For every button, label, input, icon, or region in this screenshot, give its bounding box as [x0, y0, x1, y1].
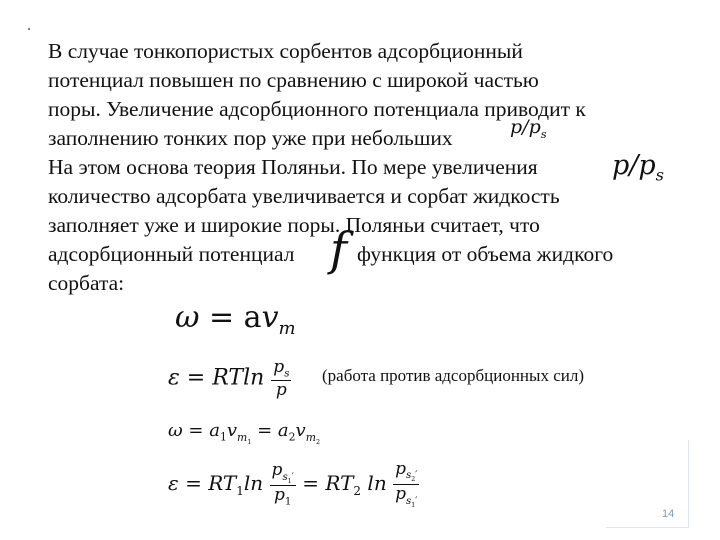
page-number: 14: [662, 508, 675, 520]
text-line-9: сорбата:: [48, 271, 125, 295]
formula-epsilon: ε = RTln $\frac{p_s}{p}$: [168, 357, 290, 400]
pressure-ratio-large: $p/p_s$: [612, 150, 664, 185]
corner-dot: [28, 28, 30, 30]
work-note: (работа против адсорбционных сил): [322, 366, 584, 385]
text-line-8b: функция от объема жидкого: [357, 242, 614, 266]
formula-omega-av: $\omega = av_m$: [175, 300, 296, 339]
text-line-1: В случае тонкопористых сорбентов адсорбционный: [48, 39, 523, 63]
formula-omega-equality: $\omega = a_1v_{m_1} = a_2v_{m_2}$: [168, 420, 321, 446]
text-line-3: поры. Увеличение адсорбционного потенциала приводит к: [48, 97, 586, 121]
slide-border-right: [688, 440, 689, 528]
slide-border-bottom: [606, 527, 689, 528]
text-line-4: заполнению тонких пор уже при небольших: [48, 126, 453, 150]
pressure-ratio-small: $p/p_s$: [510, 116, 547, 141]
function-f-symbol: f: [330, 222, 348, 276]
formula-epsilon-equality: $\varepsilon = RT_1\ln$ $\frac{p_{s_1'}}{p_1}$ = $RT_2$ ln $\frac{p_{s_2'}}{p_{s_1'}}$: [168, 459, 418, 509]
text-line-5: На этом основа теория Поляньи. По мере увеличения: [48, 155, 538, 179]
text-line-8a: адсорбционный потенциал: [48, 242, 295, 266]
text-line-6: количество адсорбата увеличивается и сорбат жидкость: [48, 184, 560, 208]
text-line-2: потенциал повышен по сравнению с широкой частью: [48, 68, 539, 92]
text-line-7: заполняет уже и широкие поры. Поляньи считает, что: [48, 213, 540, 237]
